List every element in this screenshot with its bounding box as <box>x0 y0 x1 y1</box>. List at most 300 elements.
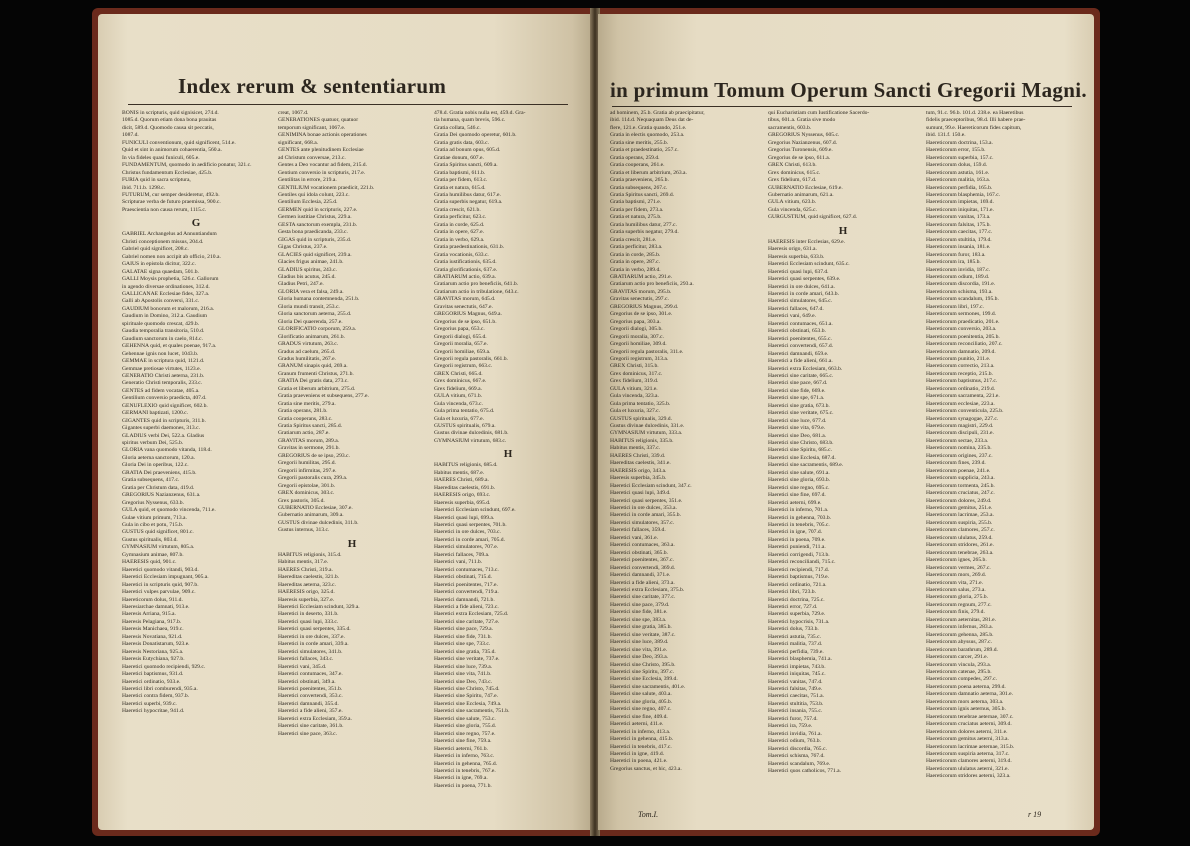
index-entry: Haeretici sine pace, 667.d. <box>768 380 828 387</box>
index-entry: HABITUS religionis, 315.d. <box>278 551 342 558</box>
index-entry: Haeretici sine vita, 391.e. <box>610 646 668 653</box>
index-entry: GUSTUS spiritualis, 679.a. <box>434 423 496 430</box>
index-entry: Haeretici sine luce, 389.d. <box>610 639 669 646</box>
index-entry: Haeretici sine veritate, 675.c. <box>768 410 834 417</box>
index-entry: Haeretici aeterni, 699.e. <box>768 499 822 506</box>
index-entry: sacramentis, 603.b. <box>768 124 812 131</box>
index-entry: GREGORIUS Nyssenus, 605.c. <box>768 132 840 139</box>
index-entry: Haereticorum malitia, 163.a. <box>926 177 991 184</box>
index-entry: Haeretici sine salute, 403.a. <box>610 691 672 698</box>
index-entry: Gaudium in Domino, 312.a. Gaudium <box>122 313 207 320</box>
index-entry: GRADUS virtutum, 263.c. <box>278 341 339 348</box>
index-entry: significant, 668.a. <box>278 139 319 146</box>
index-entry: Gratia praeveniens et subsequens, 277.e. <box>278 393 369 400</box>
index-entry: Haeretici simulatores, 357.c. <box>610 519 675 526</box>
index-entry: Grex dominicus, 317.c. <box>610 370 663 377</box>
index-entry: Gratia operans, 259.d. <box>610 154 660 161</box>
index-entry: Gregorii registrum, 313.a. <box>610 355 669 362</box>
index-entry: Haereticorum reconciliatio, 207.c. <box>926 341 1003 348</box>
index-entry: GYMNASIUM virtutum, 333.a. <box>610 430 683 437</box>
index-entry: Gentilium Ecclesia, 225.d. <box>278 199 338 206</box>
index-entry: Gula et luxuria, 327.c. <box>610 408 661 415</box>
index-entry: Haeretici iniquitas, 745.c. <box>768 671 826 678</box>
index-entry: Galli ab Apostolis conversi, 331.c. <box>122 298 200 305</box>
index-entry: Haeresis Eutychiana, 927.b. <box>122 656 185 663</box>
index-entry: Haereticorum vermes, 267.c. <box>926 564 991 571</box>
index-entry: Haeresis origo, 631.a. <box>768 246 817 253</box>
index-entry: tum, 91.c. 96.b. 101.d. 238.e. ea Haeretibus <box>926 110 1024 116</box>
index-entry: Haeretici sine Ecclesia, 687.d. <box>768 454 836 461</box>
index-entry: HAERESIS origo, 693.c. <box>434 492 491 499</box>
index-entry: Gloria sanctorum aeterna, 255.d. <box>278 311 352 318</box>
index-entry: Haeretici extra Ecclesiam, 375.b. <box>610 587 685 593</box>
index-entry: Haereticorum synagogae, 227.c. <box>926 415 999 422</box>
index-entry: Haeresis Arriana, 915.a. <box>122 611 176 618</box>
index-entry: Gaudia temporalia transitoria, 510.d. <box>122 328 205 335</box>
index-entry: Haereticorum infernus, 283.a. <box>926 624 993 631</box>
index-entry: GEMMAE in scriptura quid, 1121.d. <box>122 358 205 365</box>
index-entry: Haereticorum supplicia, 243.a. <box>926 475 995 482</box>
index-entry: Haereticorum lacrimae aeternae, 315.b. <box>926 743 1015 750</box>
index-entry: Gratia superbis negatur, 279.d. <box>610 229 679 236</box>
index-entry: HAERESIS origo, 325.d. <box>278 589 335 596</box>
index-entry: Haeretici sine Spiritu, 685.c. <box>768 447 833 454</box>
index-entry: Haeretici in tenebris, 705.c. <box>768 522 830 529</box>
index-entry: GULA vitium, 321.e. <box>610 385 658 392</box>
index-entry: Haeretici quos catholicos, 771.a. <box>768 767 842 774</box>
index-entry: Haeretici quasi serpentes, 335.d. <box>278 626 351 633</box>
index-entry: Haereticorum sectae, 233.a. <box>926 437 989 444</box>
index-entry: GLORIA vera et falsa, 249.a. <box>278 288 344 295</box>
index-entry: Habitus mentis, 337.c. <box>610 445 661 452</box>
index-entry: Haeresis Manichaea, 919.c. <box>122 626 184 633</box>
index-entry: Gula vincenda, 625.c. <box>768 206 817 213</box>
index-entry: ad Christum conversae, 213.c. <box>278 154 346 161</box>
index-entry: Haereticorum nomina, 235.b. <box>926 445 992 452</box>
index-entry: Haereticorum finis, 279.d. <box>926 609 985 616</box>
index-entry: Haeretici damnandi, 659.e. <box>768 350 829 357</box>
index-entry: Haeretici sine salute, 691.a. <box>768 469 830 476</box>
index-entry: Haereticorum superbia, 157.c. <box>926 154 994 161</box>
index-entry: Haereticorum punitio, 211.e. <box>926 355 991 362</box>
index-entry: Gladius Petri, 247.e. <box>278 281 324 288</box>
index-entry: Haereticorum insania, 181.e. <box>926 244 991 251</box>
index-entry: Haereticorum catenae, 295.b. <box>926 668 992 675</box>
index-entry: GIGAS quid in scripturis, 235.d. <box>278 236 352 243</box>
index-entry: GENIMINA bonae actionis operationes <box>278 132 367 139</box>
left-page-header: Index rerum & sententiarum <box>178 74 447 98</box>
index-entry: Gladius bis acutus, 245.d. <box>278 273 336 280</box>
page-signature: r 19 <box>1028 810 1042 819</box>
index-entry: Haeretici scandalum, 769.e. <box>768 760 831 767</box>
index-entry: GULA vitium, 623.b. <box>768 199 817 206</box>
index-entry: Haereticorum correctio, 213.a. <box>926 363 995 370</box>
index-entry: Haeretici sine caritate, 665.c. <box>768 372 834 379</box>
index-entry: Haereticorum aeternitas, 281.e. <box>926 616 997 623</box>
index-entry: Haeretici puniendi, 711.a. <box>768 544 826 551</box>
index-entry: Haereticorum tenebrae, 263.a. <box>926 549 994 556</box>
index-entry: Haereticorum mors aeterna, 303.a. <box>926 698 1004 705</box>
index-entry: Haeretici sine luce, 677.d. <box>768 417 827 424</box>
index-entry: Haeretici sine caritate, 727.e. <box>434 618 500 625</box>
index-entry: Haeretici in ore dulces, 703.c. <box>434 529 501 536</box>
index-entry: GRAVITAS morum, 295.b. <box>610 288 672 295</box>
index-entry: Haeretici in poena, 771.b. <box>434 782 492 789</box>
index-entry: Gravitas senectutis, 647.e. <box>434 303 493 310</box>
index-entry: Haeresis superbia, 327.e. <box>278 596 335 603</box>
index-entry: Haeretici in corde amari, 339.a. <box>278 641 349 648</box>
index-entry: Haeretici quasi lupi, 333.c. <box>278 618 339 625</box>
index-entry: Gregorii dialogi, 655.d. <box>434 333 487 340</box>
right-index-column-1 <box>610 110 760 800</box>
index-entry: Haeretici in inferno, 763.c. <box>434 753 495 760</box>
index-entry: Haeretici sine Christo, 683.b. <box>768 440 834 447</box>
index-entry: Haeretici discordia, 765.c. <box>768 745 827 752</box>
index-entry: Haeretici fallaces, 709.a. <box>434 551 490 558</box>
index-entry: GENERATIONES quatuor, quatuor <box>278 117 359 124</box>
index-entry: GREX Christi, 315.b. <box>610 363 659 370</box>
index-entry: Gratiae donum, 607.e. <box>434 154 484 161</box>
index-entry: Haeretici Ecclesiam scindunt, 347.c. <box>610 482 692 489</box>
index-entry: Haeretici sine spe, 383.a. <box>610 616 667 623</box>
index-entry: Gratia sine meritis, 279.a. <box>278 400 336 407</box>
index-entry: Haereticorum invidia, 187.c. <box>926 266 991 273</box>
index-entry: Haeretici obstinati, 653.b. <box>768 328 826 335</box>
index-entry: Haereticorum odium, 189.d. <box>926 273 990 280</box>
index-entry: Gratia sine meritis, 255.b. <box>610 139 669 146</box>
index-entry: Haeretici in gehenna, 765.d. <box>434 760 498 767</box>
index-entry: Haeretici quasi lupi, 349.d. <box>610 490 671 497</box>
index-entry: Christus fundamentum Ecclesiae, 425.b. <box>122 169 213 176</box>
index-entry: Haeretici convertendi, 657.d. <box>768 343 834 350</box>
index-entry: Haeretici in corde amari, 355.b. <box>610 512 681 519</box>
index-entry: Generatio Christi temporalis, 233.c. <box>122 380 203 387</box>
index-entry: Haeretici sine regno, 757.e. <box>434 730 496 737</box>
index-section-letter: H <box>347 537 357 550</box>
index-entry: Germen iustitiae Christus, 229.a. <box>278 214 352 221</box>
left-page <box>98 14 592 830</box>
index-entry: GREGORIUS Magnus, 649.a. <box>434 311 502 318</box>
index-entry: Haeretici odium, 763.b. <box>768 738 821 745</box>
index-entry: Grex dominicus, 615.c. <box>768 169 821 176</box>
index-entry: Haeretici recipiendi, 717.d. <box>768 566 830 573</box>
index-entry: Scripturae verba de futuro praemissa, 900.c. <box>122 199 221 206</box>
index-entry: Gula vincenda, 673.c. <box>434 400 483 407</box>
index-entry: GAIUS in epistola dicitur, 322.c. <box>122 261 196 268</box>
index-entry: Haeretici superbi, 939.c. <box>122 700 177 707</box>
index-entry: Haereticorum vita, 271.e. <box>926 579 984 586</box>
index-entry: Gloria mundi transit, 253.c. <box>278 303 340 310</box>
index-entry: Haeresis Donatistarum, 923.e. <box>122 641 190 648</box>
index-entry: Christi conceptionem missus, 204.d. <box>122 238 204 245</box>
left-index-column-1 <box>122 110 270 800</box>
index-entry: dicit, 589.d. Quomodo causa sit peccatis, <box>122 124 214 131</box>
index-entry: HAERESIS origo, 343.a. <box>610 467 667 474</box>
index-entry: Haereticorum schisma, 193.a. <box>926 288 993 295</box>
index-entry: Haeretici in ore dulces, 337.e. <box>278 633 345 640</box>
index-entry: Haeretici vulpes parvulae, 909.c. <box>122 589 196 596</box>
index-entry: Haereticorum conversio, 203.a. <box>926 326 997 333</box>
index-entry: Haeretici sine Spiritu, 397.c. <box>610 668 675 675</box>
right-page <box>598 14 1094 830</box>
index-entry: Gregorii regula pastoralis, 311.e. <box>610 348 684 355</box>
index-entry: Haereticorum libri, 197.c. <box>926 303 984 310</box>
index-entry: Haeresis superbia, 633.b. <box>768 253 825 260</box>
index-entry: Gregorii humilitas, 295.d. <box>278 460 336 467</box>
index-entry: Haeresiarchae damnati, 913.e. <box>122 604 190 610</box>
index-entry: Haereditas caelestis, 321.b. <box>278 574 340 581</box>
index-entry: Haeretici sine Spiritu, 747.e. <box>434 693 499 700</box>
index-entry: Haeretici sine Christo, 745.d. <box>434 685 500 692</box>
index-entry: Haereticorum compedes, 297.c. <box>926 676 997 683</box>
index-entry: Haeretici sine regno, 407.c. <box>610 706 672 713</box>
index-entry: Gregorii regula pastoralis, 661.b. <box>434 355 508 362</box>
index-entry: ibid. 114.d. Nequaquam Deus dat de- <box>610 117 694 124</box>
index-entry: Haeretici sine sacramentis, 751.b. <box>434 708 510 715</box>
index-entry: Haeretici vani, 345.d. <box>278 663 327 670</box>
index-entry: Haereticorum poenae, 241.e. <box>926 467 991 474</box>
index-entry: Gratia in opere, 627.e. <box>434 229 485 236</box>
index-entry: Gratia cooperans, 283.c. <box>278 415 333 422</box>
index-entry: Gula et luxuria, 677.e. <box>434 415 485 422</box>
index-entry: Haereticorum gemitus, 251.e. <box>926 505 993 512</box>
index-entry: Haereticorum stridores aeterni, 323.a. <box>926 773 1011 780</box>
index-entry: GRATIARUM actio, 639.a. <box>434 273 496 280</box>
index-entry: HAERES Christi, 339.d. <box>610 452 666 459</box>
index-entry: Gustus divinae dulcedinis, 681.b. <box>434 430 509 437</box>
index-entry: Haeretici sine fide, 669.e. <box>768 387 826 394</box>
index-entry: Haeretici aeterni, 411.e. <box>610 721 664 728</box>
index-entry: Gustus spiritualis, 803.d. <box>122 536 178 543</box>
index-entry: Haeretici sine Christo, 395.b. <box>610 661 676 668</box>
index-entry: Gratia humilibus datur, 617.e. <box>434 191 501 198</box>
index-entry: GAUDIUM bonorum et malorum, 216.a. <box>122 305 215 312</box>
index-entry: Haeretici a fide alieni, 357.e. <box>278 708 343 715</box>
index-section-letter: G <box>191 217 201 230</box>
index-entry: GALATAE signa quaedam, 501.b. <box>122 268 199 275</box>
index-entry: Gregorii moralia, 307.c. <box>610 333 664 340</box>
index-entry: BONIS in scripturis, quid signisicet, 274.d. <box>122 110 219 116</box>
index-entry: Gratia per fidem, 273.a. <box>610 206 664 213</box>
index-entry: Gigantes superbi daemones, 313.c. <box>122 425 200 432</box>
index-entry: Haeretici contumaces, 713.c. <box>434 566 499 573</box>
index-entry: Haeretici quomodo vitandi, 903.d. <box>122 566 199 573</box>
index-entry: Haereticorum tenebrae aeternae, 307.c. <box>926 713 1014 720</box>
index-entry: Haereticorum baptismus, 217.c. <box>926 378 998 385</box>
index-entry: GRAVITAS morum, 645.d. <box>434 296 496 303</box>
index-entry: Gratia Dei quomodo operetur, 601.b. <box>434 132 517 139</box>
index-entry: Haereticorum ira, 185.b. <box>926 259 981 266</box>
index-entry: Haereticorum origines, 237.c. <box>926 452 993 459</box>
index-entry: Haeretici hypocritae, 941.d. <box>122 708 185 715</box>
index-entry: Haeretici a fide alieni, 723.c. <box>434 604 499 610</box>
index-entry: Gratia et liberum arbitrium, 275.d. <box>278 385 356 392</box>
index-entry: Haeretici in gehenna, 703.b. <box>768 514 832 521</box>
index-entry: temporum significant, 1067.e. <box>278 124 346 131</box>
right-header-rule <box>612 106 1072 107</box>
index-entry: Haeretici corrigendi, 713.b. <box>768 551 830 558</box>
index-entry: Haeretici sine veritate, 387.c. <box>610 631 676 638</box>
index-entry: Gratia Spiritus sancti, 269.d. <box>610 191 675 198</box>
index-entry: GURGUSTIUM, quid significet, 627.d. <box>768 214 858 221</box>
index-entry: Gratia superbis negatur, 619.a. <box>434 199 503 206</box>
index-entry: Gratia vocationis, 633.c. <box>434 251 489 258</box>
index-entry: Haeretici quasi serpentes, 701.b. <box>434 522 507 529</box>
index-entry: Gregorii dialogi, 305.b. <box>610 326 663 333</box>
index-entry: GREGORIUS Magnus, 299.d. <box>610 303 679 310</box>
index-entry: Praescientia non causa rerum, 1115.c. <box>122 206 207 213</box>
index-entry: Haeretici sine sacramentis, 401.e. <box>610 683 686 690</box>
index-entry: Haeresis superbia, 345.b. <box>610 475 667 482</box>
index-entry: Haeretici sine spe, 671.a. <box>768 395 825 402</box>
index-entry: Haeretici Ecclesiam scindunt, 697.e. <box>434 507 516 514</box>
index-entry: Haereticorum ordinatio, 219.d. <box>926 385 996 392</box>
index-entry: Haeretici caecitas, 751.a. <box>768 693 825 700</box>
index-entry: ibid. 131.f. 150.e. <box>926 132 966 139</box>
index-entry: Gentilium conversio praedicta, 407.d. <box>122 395 207 402</box>
index-entry: Haeretici furor, 757.d. <box>768 715 818 722</box>
index-entry: Haereticorum stridores, 261.e. <box>926 542 994 549</box>
index-entry: Gentes a Deo vocantur ad fidem, 215.d. <box>278 162 368 169</box>
index-entry: Haeretici sine luce, 739.a. <box>434 663 493 670</box>
index-entry: Gratia operans, 281.b. <box>278 408 328 415</box>
index-entry: Gula in cibo et potu, 715.b. <box>122 522 184 529</box>
index-entry: Haeretici impietas, 743.b. <box>768 663 826 670</box>
index-entry: GULA quid, et quomodo vincenda, 711.e. <box>122 507 216 514</box>
index-entry: Haereticorum fines, 239.d. <box>926 460 986 467</box>
index-entry: FURIA quid in sacra scriptura, <box>122 177 191 184</box>
index-entry: Haeretici extra Ecclesiam, 725.d. <box>434 611 509 618</box>
index-entry: Gula prima tentatio, 675.d. <box>434 408 495 415</box>
index-entry: Gregorius papa, 653.c. <box>434 326 485 333</box>
index-entry: HAERES Christi, 689.a. <box>434 477 489 484</box>
index-entry: GUBERNATIO Ecclesiae, 307.e. <box>278 505 353 512</box>
index-entry: Gregorius de se ipso, 611.a. <box>768 154 831 161</box>
index-entry: Gentilitas in errore, 219.a. <box>278 177 337 184</box>
index-entry: GRATIA Dei praeveniens, 415.b. <box>122 469 197 476</box>
index-entry: Haeretici Ecclesiam scindunt, 329.a. <box>278 604 360 610</box>
index-entry: GUSTUS divinae dulcedinis, 311.b. <box>278 519 359 526</box>
index-entry: Gratia iustificationis, 635.d. <box>434 259 497 266</box>
index-entry: Haeretici sine Deo, 743.c. <box>434 678 493 685</box>
index-entry: Gratia in corde, 285.b. <box>610 251 661 258</box>
index-entry: Gregorius papa, 303.a. <box>610 318 661 325</box>
index-entry: Habitus mentis, 317.e. <box>278 559 329 566</box>
index-entry: Gaudium sanctorum in caelo, 814.c. <box>122 335 203 342</box>
index-entry: HABITUS religionis, 335.b. <box>610 437 674 444</box>
index-entry: in agendo diversae ordinationes, 312.d. <box>122 283 210 290</box>
index-entry: Haeretici libri comburendi, 935.a. <box>122 685 198 692</box>
index-entry: Haeretici in igne, 707.d. <box>768 529 823 536</box>
index-entry: Gymnasium animae, 807.b. <box>122 551 184 558</box>
index-entry: creat, 1067.d. <box>278 110 309 116</box>
index-entry: Gula prima tentatio, 325.b. <box>610 400 671 407</box>
index-entry: Haeretici in scripturis quid, 907.b. <box>122 581 199 588</box>
index-entry: Gratia praeveniens, 265.b. <box>610 177 669 184</box>
index-entry: Grex pastoris, 305.d. <box>278 497 325 504</box>
volume-signature: Tom.I. <box>638 810 659 819</box>
index-entry: GLORIA vana quomodo vitanda, 118.d. <box>122 447 212 454</box>
index-entry: Haeretici in corde amari, 705.d. <box>434 536 505 543</box>
index-entry: Gregorius de se ipso, 301.e. <box>610 311 673 318</box>
index-entry: Haereticorum vanitas, 173.a. <box>926 214 991 221</box>
index-entry: FUNDAMENTUM, quomodo in aedificio ponatur, 321.c. <box>122 162 252 169</box>
index-entry: Haeresis Nestoriana, 925.a. <box>122 648 184 655</box>
index-entry: Gregorii epistolae, 301.b. <box>278 482 336 489</box>
index-entry: Gratia glorificationis, 637.e. <box>434 266 498 273</box>
index-entry: Haereticorum sermones, 199.d. <box>926 311 997 318</box>
index-entry: Haeresis superbia, 695.d. <box>434 499 491 506</box>
index-entry: Gregorii registrum, 663.c. <box>434 363 493 370</box>
index-entry: Gulae vitium primum, 713.a. <box>122 514 187 521</box>
index-entry: GUSTUS quid significet, 801.c. <box>122 529 194 536</box>
index-entry: Gubernatio animarum, 621.a. <box>768 191 834 198</box>
index-entry: Gravitas senectutis, 297.c. <box>610 296 669 303</box>
index-entry: Haereticorum dolus, 911.d. <box>122 596 183 603</box>
index-entry: ad hominem, 25.b. Gratia ab praecipitatur, <box>610 110 705 116</box>
index-entry: Gentium conversio in scripturis, 217.e. <box>278 169 366 176</box>
index-entry: Gratia gratis data, 603.c. <box>434 139 489 146</box>
index-entry: Gratiarum actio, 287.e. <box>278 430 330 437</box>
index-entry: Haeretici a fide alieni, 373.a. <box>610 579 675 586</box>
index-entry: Gratia Spiritus sancti, 285.d. <box>278 423 343 430</box>
index-entry: Haeretici in igne, 769.a. <box>434 775 488 782</box>
index-entry: Gratia in corde, 625.d. <box>434 221 485 228</box>
left-index-column-3 <box>434 110 582 800</box>
index-entry: Haeretici in gehenna, 415.b. <box>610 736 674 743</box>
index-entry: Haereticorum doctrina, 153.a. <box>926 139 993 146</box>
index-entry: Gregorius Nazianzenus, 607.d. <box>768 139 838 146</box>
index-entry: Haereticorum ignes, 265.b. <box>926 557 987 564</box>
index-entry: Haeretici sine caritate, 377.c. <box>610 594 676 601</box>
index-entry: Haeretici Ecclesiam scindunt, 635.c. <box>768 261 850 268</box>
index-entry: Gratia praedestinationis, 631.b. <box>434 244 505 251</box>
index-entry: Glacies frigus animae, 241.b. <box>278 259 344 266</box>
index-entry: Gregorii infirmitas, 297.e. <box>278 467 337 474</box>
index-entry: Haeretici stultitia, 753.b. <box>768 700 824 707</box>
index-entry: Haeretici hypocrisis, 731.a. <box>768 618 830 625</box>
index-entry: Haeretici in ore dulces, 641.a. <box>768 283 835 290</box>
index-entry: Haeretici convertendi, 369.d. <box>610 564 676 571</box>
index-entry: Haereticorum cruciatus aeterni, 309.d. <box>926 721 1012 728</box>
index-entry: Haeretici poenitentes, 717.e. <box>434 581 498 588</box>
index-entry: Haeretici obstinati, 349.a. <box>278 678 336 685</box>
index-entry: Gratia et natura, 275.b. <box>610 214 662 221</box>
index-entry: Haeretici fallaces, 647.d. <box>768 305 824 312</box>
index-entry: Haeretici libri, 723.b. <box>768 589 816 596</box>
index-entry: Haeretici damnandi, 355.d. <box>278 700 339 707</box>
index-entry: Haereticorum gloria, 275.b. <box>926 594 988 601</box>
index-entry: GENTES ante plenitudinem Ecclesiae <box>278 147 364 154</box>
index-entry: Haeretici in corde amari, 643.b. <box>768 290 839 297</box>
index-entry: Gemmae pretiosae virtutes, 1123.e. <box>122 365 202 372</box>
index-entry: Haeretici simulatores, 645.c. <box>768 298 833 305</box>
index-entry: Haeretici baptismus, 931.d. <box>122 671 184 678</box>
index-entry: Haereticorum vincula, 293.a. <box>926 661 992 668</box>
index-entry: Haeretici sine pace, 363.c. <box>278 730 338 737</box>
index-entry: Haereticorum ecclesiae, 223.a. <box>926 400 995 407</box>
index-entry: Haeretici convertendi, 353.c. <box>278 693 343 700</box>
index-entry: Gravitas in sermone, 291.b. <box>278 445 340 452</box>
index-entry: Gratia subsequens, 417.c. <box>122 477 180 484</box>
index-entry: Haereticorum clamores aeterni, 319.d. <box>926 758 1012 765</box>
index-entry: Gradus ad caelum, 265.d. <box>278 348 336 355</box>
left-header-rule <box>128 104 568 105</box>
index-entry: Haeretici sine gratia, 673.b. <box>768 402 830 409</box>
index-entry: Haeretici ordinatio, 933.e. <box>122 678 181 685</box>
index-entry: Haeresis Pelagiana, 917.b. <box>122 618 182 625</box>
index-entry: GYMNASIUM virtutum, 683.c. <box>434 437 507 444</box>
